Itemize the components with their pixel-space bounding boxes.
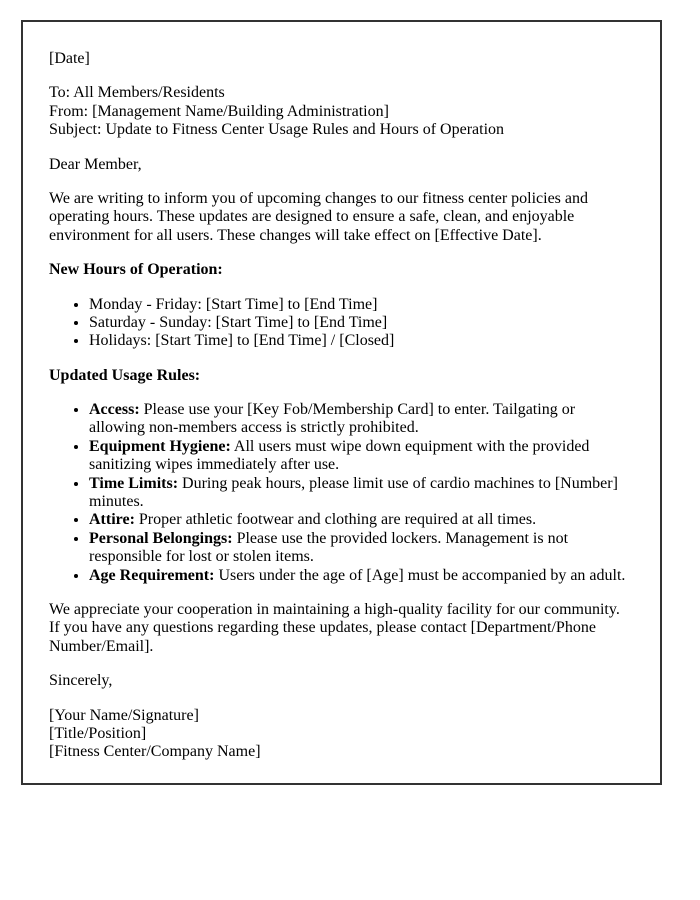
rule-text: Please use your [Key Fob/Membership Card] to enter. Tailgating or allowing non-members access is strictly prohibited.: [89, 401, 576, 437]
rules-list: [49, 401, 634, 585]
hours-heading: New Hours of Operation:: [49, 261, 223, 279]
rule-item: [89, 475, 634, 512]
rule-item: [89, 438, 634, 475]
rules-heading: Updated Usage Rules:: [49, 366, 201, 384]
signature-title: [Title/Position]: [49, 724, 147, 742]
rule-label: Personal Belongings:: [89, 529, 233, 547]
rule-text: Users under the age of [Age] must be accompanied by an adult.: [214, 566, 626, 584]
rule-label: Attire:: [89, 511, 135, 529]
salutation: Dear Member,: [49, 155, 142, 173]
date-line: [Date]: [49, 50, 90, 67]
closing-paragraph: We appreciate your cooperation in maintaining a high-quality facility for our community. If you have any questions regarding these updates, please contact [Department/Phone Number/Email].: [49, 600, 620, 655]
rule-label: Access:: [89, 401, 140, 419]
hours-item: • Holidays: [Start Time] to [End Time] / [Closed]: [89, 332, 634, 350]
rule-text: Please use the provided lockers. Management is not responsible for lost or stolen items.: [89, 529, 569, 566]
header-block: [49, 84, 634, 139]
letter-container: [21, 20, 662, 785]
rule-text: During peak hours, please limit use of cardio machines to [Number] minutes.: [89, 474, 618, 511]
rule-label: Equipment Hygiene:: [89, 437, 231, 455]
signoff: Sincerely,: [49, 672, 113, 690]
rule-text: All users must wipe down equipment with the provided sanitizing wipes immediately after use.: [89, 437, 590, 474]
signature-block: [49, 707, 634, 762]
hours-list: [49, 296, 634, 351]
intro-paragraph: We are writing to inform you of upcoming changes to our fitness center policies and operating hours. These updates are designed to ensure a safe, clean, and enjoyable environment for all users. These changes will take effect on [Effective Date].: [49, 189, 589, 244]
hours-item: • Saturday - Sunday: [Start Time] to [End Time]: [89, 314, 634, 332]
rule-label: Age Requirement:: [89, 566, 215, 584]
subject-line: Subject: Update to Fitness Center Usage Rules and Hours of Operation: [49, 121, 505, 139]
from-line: From: [Management Name/Building Administration]: [49, 102, 389, 120]
to-line: To: All Members/Residents: [49, 84, 225, 102]
rule-item: [89, 567, 634, 585]
signature-company: [Fitness Center/Company Name]: [49, 743, 261, 761]
signature-name: [Your Name/Signature]: [49, 706, 199, 724]
rule-item: [89, 511, 634, 529]
rule-item: [89, 401, 634, 438]
hours-item: • Monday - Friday: [Start Time] to [End Time]: [89, 296, 634, 314]
rule-label: Time Limits:: [89, 474, 179, 492]
rule-item: [89, 530, 634, 567]
rule-text: Proper athletic footwear and clothing are required at all times.: [134, 511, 537, 529]
